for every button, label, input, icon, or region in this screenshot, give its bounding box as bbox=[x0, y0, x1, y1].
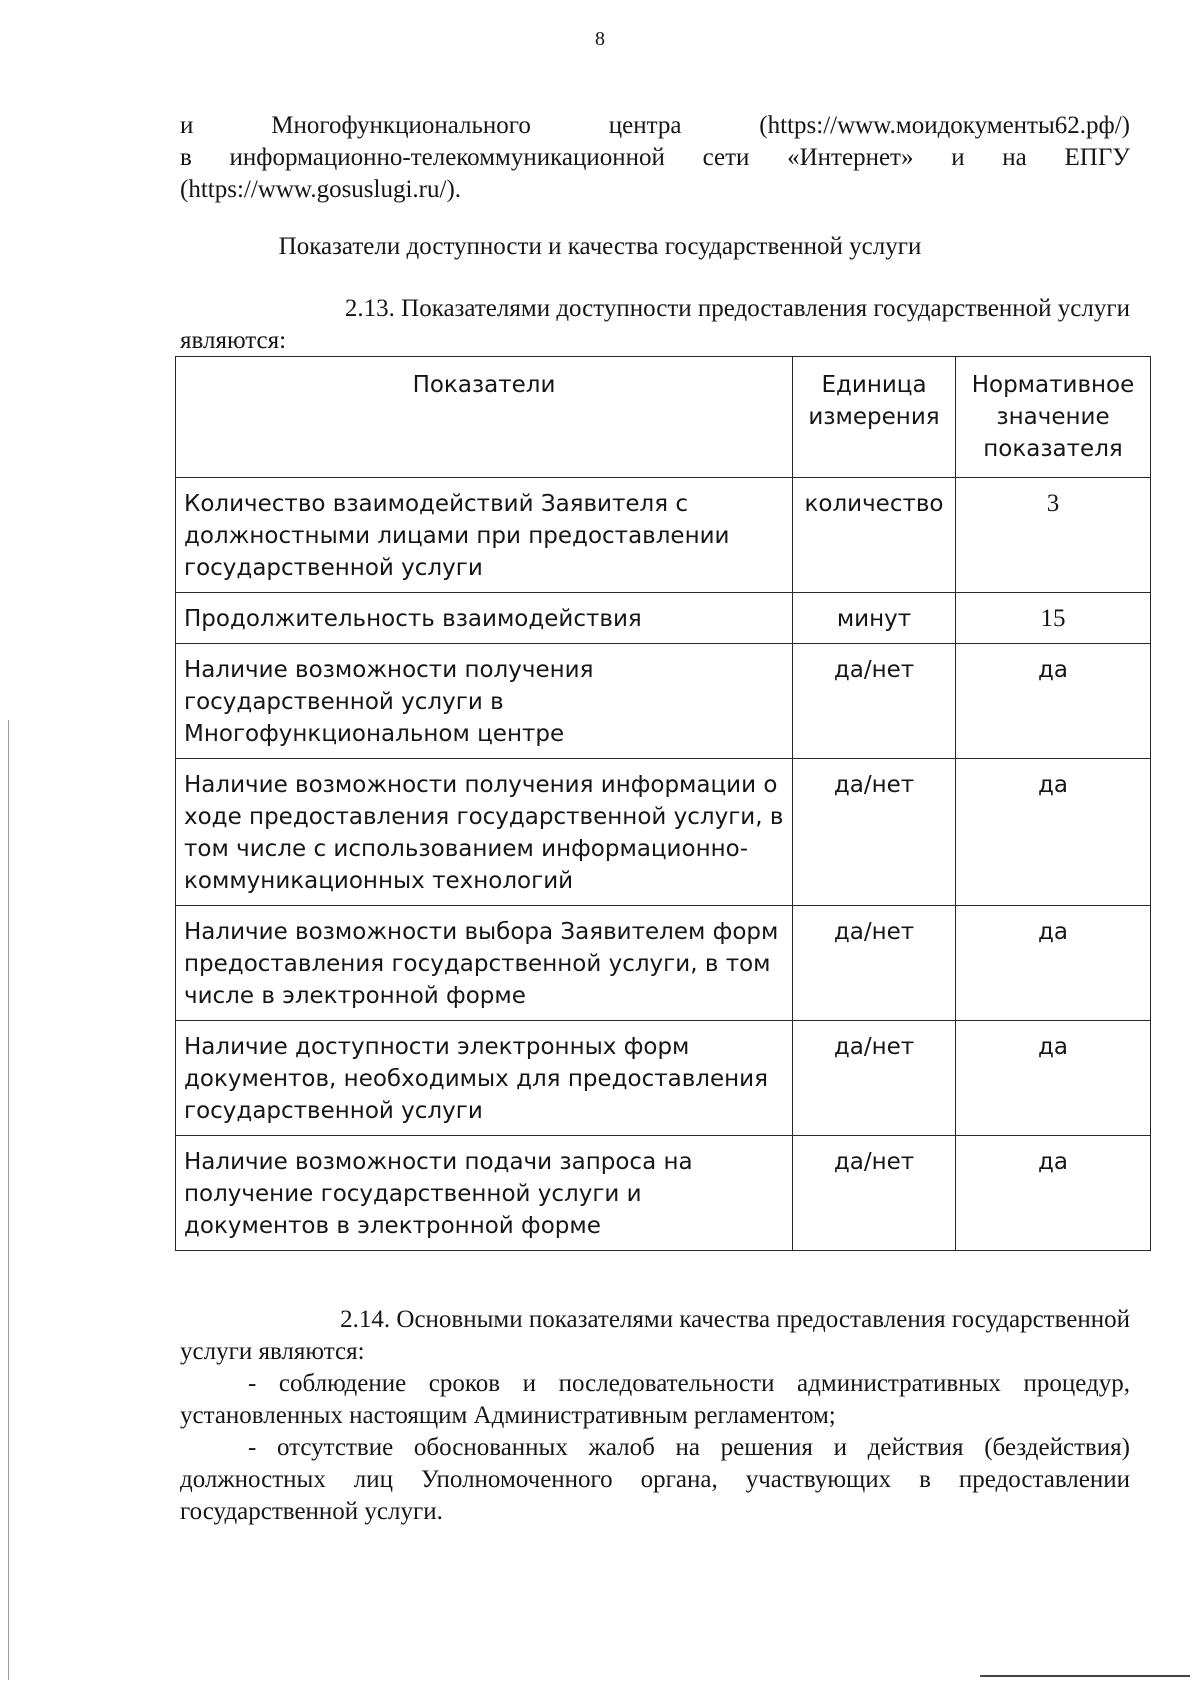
intro-word: ЕПГУ bbox=[1064, 144, 1130, 171]
table-row bbox=[176, 906, 1151, 1021]
table-row bbox=[176, 478, 1151, 593]
intro-word: в bbox=[180, 144, 192, 171]
value-cell: да bbox=[956, 1136, 1151, 1251]
value-cell: да bbox=[956, 759, 1151, 906]
paragraph-2-14-line-1: 2.14. Основными показателями качества предоставления государственной bbox=[340, 1306, 1130, 1333]
intro-line-2 bbox=[180, 142, 1130, 174]
value-cell: да bbox=[956, 906, 1151, 1021]
scan-edge-line bbox=[8, 720, 9, 1680]
indicators-table bbox=[175, 356, 1151, 1251]
indicator-cell: Наличие возможности выбора Заявителем форм предоставления государственной услуги, в том числе в электронной форме bbox=[176, 906, 793, 1021]
intro-word: сети bbox=[702, 144, 750, 171]
intro-line-3: (https://www.gosuslugi.ru/). bbox=[180, 176, 462, 203]
unit-cell: количество bbox=[793, 478, 956, 593]
scan-bottom-line bbox=[980, 1675, 1190, 1677]
intro-word: и bbox=[180, 112, 194, 139]
unit-cell: да/нет bbox=[793, 1136, 956, 1251]
paragraph-2-14-line-2: услуги являются: bbox=[180, 1338, 365, 1365]
table-row bbox=[176, 593, 1151, 644]
page-number: 8 bbox=[595, 28, 605, 50]
intro-word: на bbox=[1002, 144, 1027, 171]
header-indicator: Показатели bbox=[176, 357, 793, 478]
section-heading: Показатели доступности и качества государственной услуги bbox=[278, 233, 922, 260]
bullet-deadlines: - соблюдение сроков и последовательности административных процедур, установленных настоящим Административным регламентом; bbox=[180, 1370, 1130, 1429]
value-cell: 15 bbox=[956, 593, 1151, 644]
header-unit: Единица измерения bbox=[793, 357, 956, 478]
header-norm-value: Нормативное значение показателя bbox=[956, 357, 1151, 478]
table-row bbox=[176, 759, 1151, 906]
value-cell: 3 bbox=[956, 478, 1151, 593]
indicator-cell: Наличие доступности электронных форм документов, необходимых для предоставления государственной услуги bbox=[176, 1021, 793, 1136]
table-row bbox=[176, 644, 1151, 759]
intro-word: «Интернет» bbox=[787, 144, 914, 171]
paragraph-2-13-line-1: 2.13. Показателями доступности предоставления государственной услуги bbox=[344, 295, 1130, 322]
unit-cell: минут bbox=[793, 593, 956, 644]
intro-paragraph bbox=[180, 110, 1130, 206]
indicator-cell: Наличие возможности подачи запроса на получение государственной услуги и документов в электронной форме bbox=[176, 1136, 793, 1251]
table-row bbox=[176, 1136, 1151, 1251]
unit-cell: да/нет bbox=[793, 759, 956, 906]
intro-word: центра bbox=[608, 112, 682, 139]
intro-word: Многофункционального bbox=[271, 112, 531, 139]
paragraph-2-13 bbox=[180, 293, 1130, 357]
paragraph-2-14 bbox=[180, 1304, 1130, 1528]
unit-cell: да/нет bbox=[793, 906, 956, 1021]
bullet-complaints: - отсутствие обоснованных жалоб на решения и действия (бездействия) должностных лиц Уполномоченного органа, участвующих в предоставлении государственной услуги. bbox=[180, 1434, 1130, 1525]
intro-link: (https://www.моидокументы62.рф/) bbox=[759, 112, 1130, 139]
unit-cell: да/нет bbox=[793, 644, 956, 759]
indicator-cell: Количество взаимодействий Заявителя с должностными лицами при предоставлении государственной услуги bbox=[176, 478, 793, 593]
paragraph-2-13-line-2: являются: bbox=[180, 327, 287, 354]
intro-word: и bbox=[951, 144, 965, 171]
indicator-cell: Продолжительность взаимодействия bbox=[176, 593, 793, 644]
intro-line-1 bbox=[180, 110, 1130, 142]
value-cell: да bbox=[956, 644, 1151, 759]
table-row bbox=[176, 1021, 1151, 1136]
table-header-row bbox=[176, 357, 1151, 478]
indicator-cell: Наличие возможности получения государственной услуги в Многофункциональном центре bbox=[176, 644, 793, 759]
indicator-cell: Наличие возможности получения информации о ходе предоставления государственной услуги, в том числе с использованием информационно-коммуникационных технологий bbox=[176, 759, 793, 906]
intro-word: информационно-телекоммуникационной bbox=[229, 144, 665, 171]
unit-cell: да/нет bbox=[793, 1021, 956, 1136]
value-cell: да bbox=[956, 1021, 1151, 1136]
